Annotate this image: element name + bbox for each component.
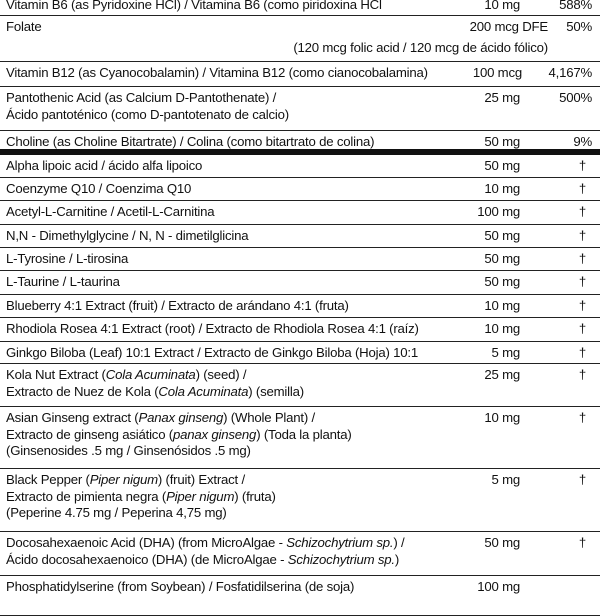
- nutrient-name-line: L-Tyrosine / L-tirosina: [6, 251, 129, 266]
- nutrient-row: [0, 295, 600, 318]
- nutrient-row: [0, 318, 600, 342]
- amount-per-serving: 50 mg: [484, 274, 520, 289]
- nutrient-name-line: Rhodiola Rosea 4:1 Extract (root) / Extracto de Rhodiola Rosea 4:1 (raíz): [6, 321, 419, 336]
- amount-per-serving: 100 mcg: [472, 65, 522, 80]
- amount-detail: (120 mcg folic acid / 120 mcg de ácido fólico): [293, 40, 548, 55]
- amount-per-serving: 10 mg: [484, 410, 520, 425]
- nutrient-name-line: Docosahexaenoic Acid (DHA) (from MicroAlgae - Schizochytrium sp.) /: [6, 535, 405, 550]
- daily-value: †: [578, 410, 586, 425]
- daily-value: 4,167%: [548, 65, 592, 80]
- nutrient-name-line: Extracto de ginseng asiático (panax ginseng) (Toda la planta): [6, 426, 352, 442]
- nutrient-name-line: L-Taurine / L-taurina: [6, 274, 120, 289]
- nutrient-name-line: Black Pepper (Piper nigum) (fruit) Extract /: [6, 472, 245, 487]
- nutrient-row: [0, 364, 600, 407]
- nutrient-name-line: (Ginsenosides .5 mg / Ginsenósidos .5 mg): [6, 443, 251, 458]
- nutrient-name-line: Kola Nut Extract (Cola Acuminata) (seed) /: [6, 367, 247, 382]
- daily-value: †: [578, 367, 586, 382]
- amount-per-serving: 5 mg: [491, 345, 520, 360]
- amount-per-serving: 10 mg: [484, 0, 520, 12]
- nutrient-name-line: Ácido docosahexaenoico (DHA) (de MicroAlgae - Schizochytrium sp.): [6, 551, 400, 567]
- nutrient-row: [0, 87, 600, 131]
- nutrient-name-line: Folate: [6, 19, 42, 34]
- amount-per-serving: 50 mg: [484, 134, 520, 149]
- nutrient-name-line: Blueberry 4:1 Extract (fruit) / Extracto de arándano 4:1 (fruta): [6, 298, 349, 313]
- nutrient-row: [0, 155, 600, 178]
- amount-per-serving: 200 mcg DFE: [469, 19, 548, 34]
- daily-value: †: [578, 298, 586, 313]
- amount-per-serving: 25 mg: [484, 90, 520, 105]
- nutrient-name-line: N,N - Dimethylglycine / N, N - dimetilglicina: [6, 228, 249, 243]
- nutrient-row: [0, 178, 600, 201]
- nutrient-row: [0, 532, 600, 576]
- nutrient-name-line: Extracto de pimienta negra (Piper nigum) (fruta): [6, 488, 276, 504]
- nutrient-name-line: (Peperine 4.75 mg / Peperina 4,75 mg): [6, 505, 227, 520]
- nutrient-name-line: Asian Ginseng extract (Panax ginseng) (Whole Plant) /: [6, 410, 315, 425]
- daily-value: †: [578, 321, 586, 336]
- nutrient-row: [0, 225, 600, 248]
- amount-per-serving: 50 mg: [484, 228, 520, 243]
- nutrient-name-line: Pantothenic Acid (as Calcium D-Pantothenate) /: [6, 90, 277, 105]
- nutrient-name-line: Acetyl-L-Carnitine / Acetil-L-Carnitina: [6, 204, 215, 219]
- daily-value: 588%: [559, 0, 592, 12]
- amount-per-serving: 25 mg: [484, 367, 520, 382]
- nutrient-name-line: Phosphatidylserine (from Soybean) / Fosfatidilserina (de soja): [6, 579, 355, 594]
- daily-value: †: [578, 181, 586, 196]
- nutrient-name-line: Coenzyme Q10 / Coenzima Q10: [6, 181, 192, 196]
- nutrient-row: [0, 469, 600, 532]
- daily-value: †: [578, 345, 586, 360]
- nutrient-name-line: Vitamin B12 (as Cyanocobalamin) / Vitamina B12 (como cianocobalamina): [6, 65, 428, 80]
- nutrient-name-line: Vitamin B6 (as Pyridoxine HCl) / Vitamina B6 (como piridoxina HCl: [6, 0, 382, 12]
- daily-value: †: [578, 228, 586, 243]
- daily-value: 50%: [566, 19, 592, 34]
- daily-value: 9%: [573, 134, 592, 149]
- daily-value: †: [578, 274, 586, 289]
- amount-per-serving: 10 mg: [484, 321, 520, 336]
- nutrient-name-line: Extracto de Nuez de Kola (Cola Acuminata) (semilla): [6, 383, 304, 399]
- daily-value: 500%: [559, 90, 592, 105]
- amount-per-serving: 10 mg: [484, 298, 520, 313]
- nutrient-row: [0, 0, 600, 16]
- nutrient-row: [0, 407, 600, 469]
- nutrient-name-line: Ácido pantoténico (como D-pantotenato de calcio): [6, 106, 289, 122]
- amount-per-serving: 5 mg: [491, 472, 520, 487]
- daily-value: †: [578, 251, 586, 266]
- nutrient-row: [0, 248, 600, 271]
- nutrient-row: [0, 342, 600, 364]
- daily-value: †: [578, 472, 586, 487]
- amount-per-serving: 100 mg: [477, 579, 520, 594]
- nutrient-row: [0, 16, 600, 62]
- nutrient-row: [0, 271, 600, 295]
- nutrient-row: [0, 131, 600, 155]
- amount-per-serving: 50 mg: [484, 251, 520, 266]
- amount-per-serving: 50 mg: [484, 158, 520, 173]
- amount-per-serving: 50 mg: [484, 535, 520, 550]
- daily-value: †: [578, 535, 586, 550]
- amount-per-serving: 10 mg: [484, 181, 520, 196]
- nutrient-row: [0, 576, 600, 616]
- nutrient-name-line: Ginkgo Biloba (Leaf) 10:1 Extract / Extracto de Ginkgo Biloba (Hoja) 10:1: [6, 345, 419, 360]
- daily-value: †: [578, 158, 586, 173]
- nutrient-name-line: Choline (as Choline Bitartrate) / Colina (como bitartrato de colina): [6, 134, 375, 149]
- nutrient-row: [0, 62, 600, 87]
- amount-per-serving: 100 mg: [477, 204, 520, 219]
- nutrient-name-line: Alpha lipoic acid / ácido alfa lipoico: [6, 158, 203, 173]
- nutrient-row: [0, 201, 600, 225]
- daily-value: †: [578, 204, 586, 219]
